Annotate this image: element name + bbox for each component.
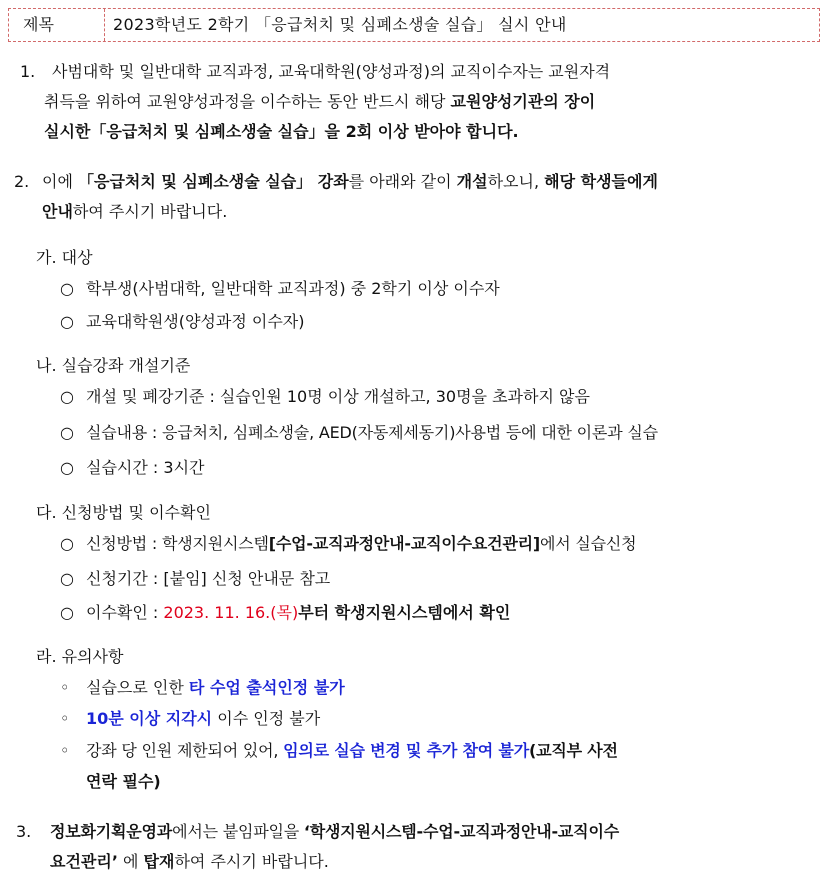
item1-emphasis-2: 실시한「응급처치 및 심폐소생술 실습」을 2회 이상 받아야 합니다. [44,122,519,141]
completion-label: 이수확인 : [86,603,164,622]
item1-text-1: 사범대학 및 일반대학 교직과정, 교육대학원(양성과정)의 교직이수자는 교원자격 [52,62,611,81]
item3-menu-path-end: 요건관리’ [50,852,118,871]
item2-target: 해당 학생들에게 [544,172,658,191]
bullet-icon: ◦ [60,678,70,697]
item1-text-2: 취득을 위하여 교원양성과정을 이수하는 동안 반드시 해당 [44,92,451,111]
item2-course-name: 「응급처치 및 심폐소생술 실습」 강좌 [78,172,349,191]
notice-3-emphasis: 임의로 실습 변경 및 추가 참여 불가 [283,741,529,760]
bullet-icon: ○ [60,423,74,442]
notice-1-emphasis: 타 수업 출석인정 불가 [188,678,345,697]
item2-text-a: 이에 [42,172,78,191]
section-da-title: 다. 신청방법 및 이수확인 [36,503,211,522]
notice-3-note: (교직부 사전 [528,741,618,760]
subject-title: 2023학년도 2학기 「응급처치 및 심폐소생술 실습」 실시 안내 [113,15,567,34]
apply-menu-path: [수업-교직과정안내-교직이수요건관리] [268,534,540,553]
item2-text-e: 하오니, [487,172,545,191]
item2-open: 개설 [456,172,488,191]
item3-text-b: 에서는 붙임파일을 [172,822,304,841]
bullet-icon: ○ [60,279,74,298]
item3-upload: 탑재 [143,852,175,871]
section-na-item-text: 실습내용 : 응급처치, 심폐소생술, AED(자동제세동기)사용법 등에 대한 이론과 실습 [86,423,658,442]
item2-text-end: 하여 주시기 바랍니다. [72,202,228,221]
completion-note: 부터 학생지원시스템에서 확인 [298,603,511,622]
subject-label: 제목 [9,9,105,41]
bullet-icon: ◦ [60,741,70,760]
item2-guide: 안내 [42,202,73,221]
apply-method-end: 에서 실습신청 [539,534,637,553]
bullet-icon: ○ [60,458,74,477]
item2-number: 2. [14,172,30,191]
apply-period: 신청기간 : [붙임] 신청 안내문 참고 [86,569,331,588]
item3-menu-path: ‘학생지원시스템-수업-교직과정안내-교직이수 [303,822,619,841]
section-ga-title: 가. 대상 [36,248,93,267]
section-ra-title: 라. 유의사항 [36,647,124,666]
section-na-title: 나. 실습강좌 개설기준 [36,356,191,375]
completion-date: 2023. 11. 16.(목) [163,603,299,622]
bullet-icon: ○ [60,569,74,588]
apply-method-label: 신청방법 : 학생지원시스템 [86,534,269,553]
item1-number: 1. [20,62,36,81]
notice-3-text: 강좌 당 인원 제한되어 있어, [86,741,284,760]
subject-table [8,8,820,42]
section-na-item-text: 실습시간 : 3시간 [86,458,205,477]
bullet-icon: ○ [60,534,74,553]
bullet-icon: ○ [60,387,74,406]
section-ga-item-text: 교육대학원생(양성과정 이수자) [86,312,305,331]
bullet-icon: ◦ [60,709,70,728]
item2-text-c: 를 아래와 같이 [348,172,457,191]
section-na-item-text: 개설 및 폐강기준 : 실습인원 10명 이상 개설하고, 30명을 초과하지 않음 [86,387,590,406]
item1-emphasis-1: 교원양성기관의 장이 [450,92,596,111]
notice-2-emphasis: 10분 이상 지각시 [86,709,213,728]
item3-number: 3. [16,822,32,841]
bullet-icon: ○ [60,603,74,622]
item3-text-end: 하여 주시기 바랍니다. [174,852,329,871]
notice-2-text: 이수 인정 불가 [212,709,321,728]
notice-1-text: 실습으로 인한 [86,678,189,697]
item3-department: 정보화기획운영과 [50,822,173,841]
notice-3-note-cont: 연락 필수) [86,772,161,791]
bullet-icon: ○ [60,312,74,331]
item3-text-on: 에 [117,852,144,871]
section-ga-item-text: 학부생(사범대학, 일반대학 교직과정) 중 2학기 이상 이수자 [86,279,500,298]
